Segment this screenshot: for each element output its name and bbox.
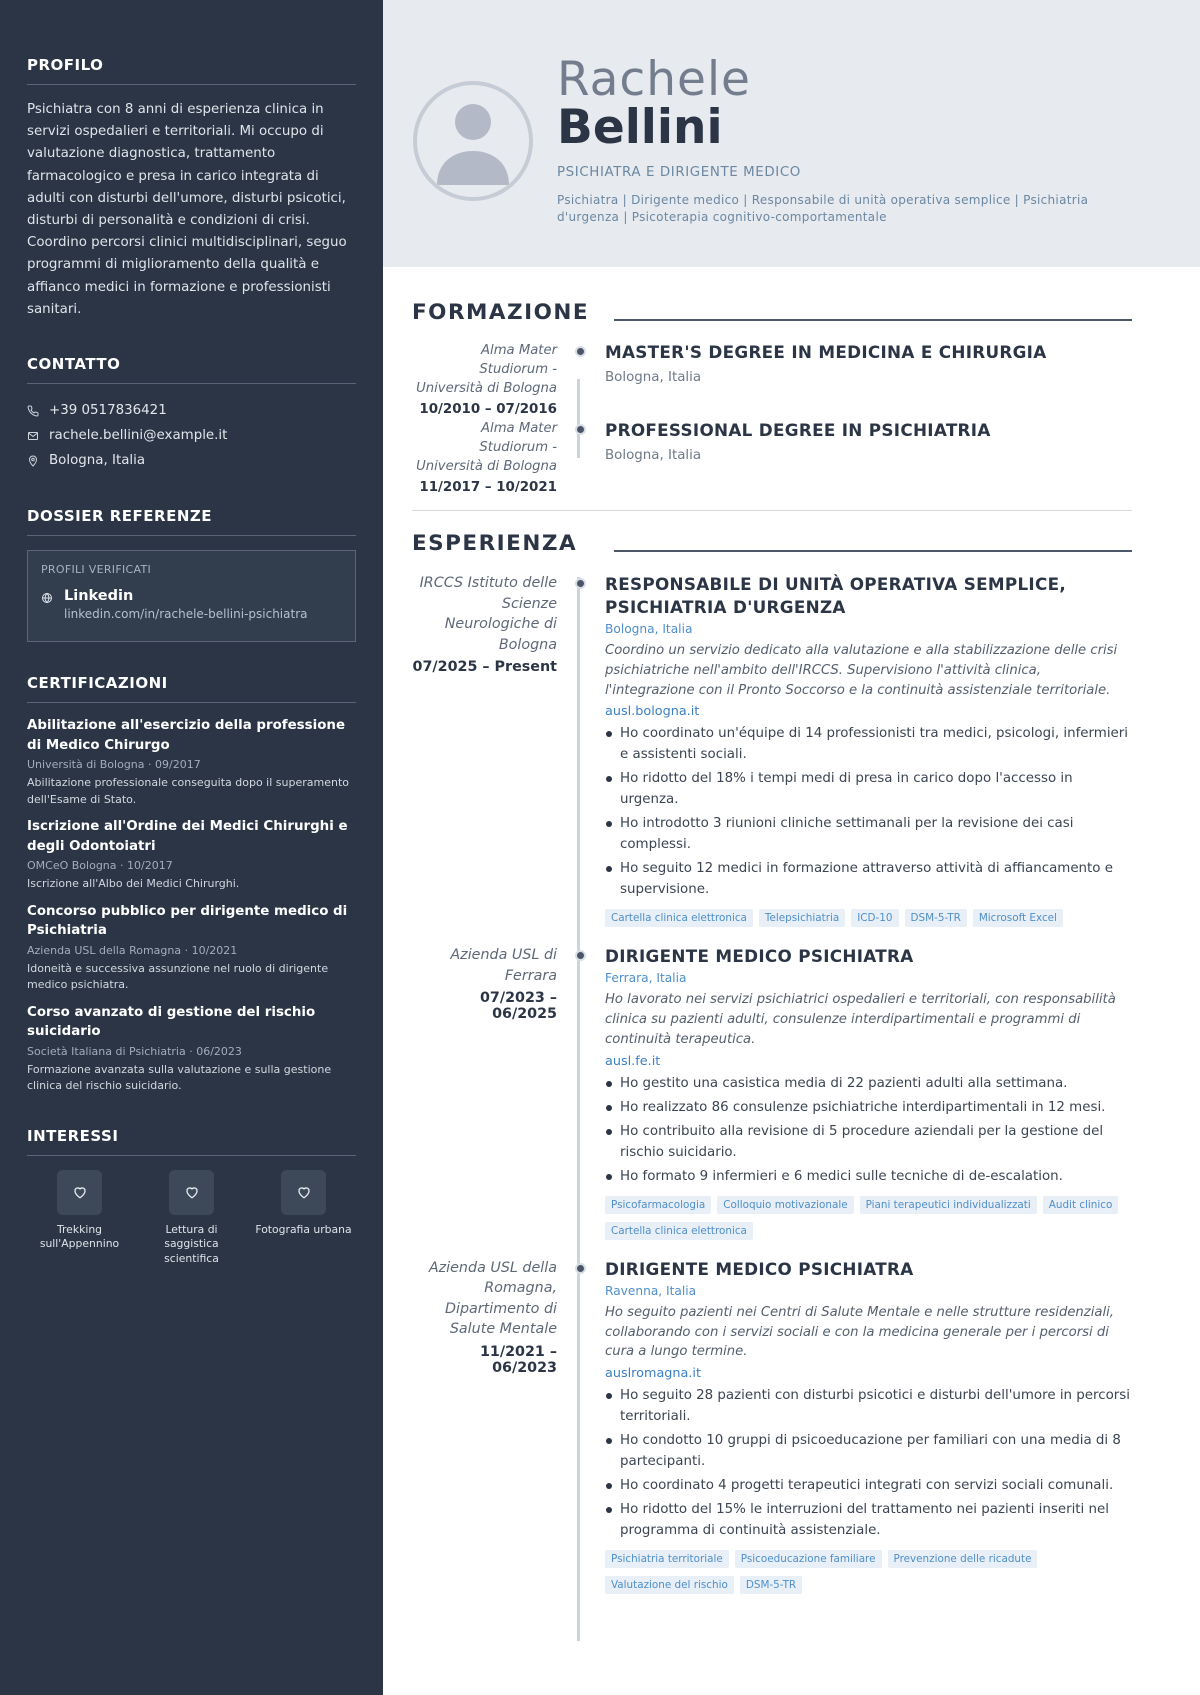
education-title: FORMAZIONE	[412, 300, 601, 325]
education-rule	[614, 319, 1132, 321]
education-section	[412, 296, 1132, 511]
experience-link[interactable]: auslromagna.it	[605, 1366, 702, 1382]
certification-meta: OMCeO Bologna · 10/2017	[27, 859, 173, 873]
skill-tag: Psicoeducazione familiare	[735, 1550, 882, 1568]
achievement-item: Ho realizzato 86 consulenze psichiatriche interdipartimentali in 12 mesi.	[605, 1097, 1132, 1118]
experience-achievements	[605, 1073, 1132, 1187]
skill-tag: Colloquio motivazionale	[717, 1196, 853, 1214]
education-degree: MASTER'S DEGREE IN MEDICINA E CHIRURGIA	[605, 342, 1047, 362]
contact-phone[interactable]	[27, 398, 356, 423]
education-location: Bologna, Italia	[605, 448, 702, 463]
certification-item	[27, 716, 356, 808]
certification-desc: Abilitazione professionale conseguita dopo il superamento dell'Esame di Stato.	[27, 776, 349, 806]
experience-dates: 07/2025 – Present	[412, 659, 557, 675]
certification-name: Iscrizione all'Ordine dei Medici Chirurghi e degli Odontoiatri	[27, 819, 348, 854]
skill-tags	[605, 1196, 1132, 1248]
references-box	[27, 550, 356, 642]
achievement-item: Ho formato 9 infermieri e 6 medici sulle tecniche di de-escalation.	[605, 1166, 1132, 1187]
experience-role: RESPONSABILE DI UNITÀ OPERATIVA SEMPLICE, PSICHIATRIA D'URGENZA	[605, 574, 1067, 617]
contact-phone-text: +39 0517836421	[49, 403, 167, 419]
certification-item	[27, 902, 356, 994]
skill-tags	[605, 909, 1132, 935]
skill-tag: Prevenzione delle ricadute	[888, 1550, 1038, 1568]
experience-employer: Azienda USL di Ferrara	[450, 947, 557, 984]
keywords: Psichiatra | Dirigente medico | Responsabile di unità operativa semplice | Psichiatria d'urgenza | Psicoterapia cognitivo-comportamentale	[557, 193, 1089, 224]
timeline-dot	[575, 346, 586, 357]
skill-tag: ICD-10	[851, 909, 898, 927]
linkedin-reference[interactable]	[41, 588, 342, 621]
skill-tag: Psichiatria territoriale	[605, 1550, 729, 1568]
experience-employer: Azienda USL della Romagna, Dipartimento di Salute Mentale	[428, 1259, 557, 1338]
sidebar	[0, 0, 383, 1695]
education-location: Bologna, Italia	[605, 370, 702, 385]
heart-icon	[57, 1170, 102, 1215]
education-dates: 10/2010 – 07/2016	[419, 402, 557, 417]
certification-meta: Società Italiana di Psichiatria · 06/2023	[27, 1044, 242, 1058]
timeline-dot	[575, 950, 586, 961]
contact-location	[27, 448, 356, 473]
skill-tag: Piani terapeutici individualizzati	[860, 1196, 1037, 1214]
education-divider	[412, 510, 1132, 511]
references-caption: PROFILI VERIFICATI	[41, 563, 152, 577]
achievement-item: Ho seguito 12 medici in formazione attraverso attività di affiancamento e supervisione.	[605, 858, 1132, 900]
interest-label: Trekking sull'Appennino	[39, 1222, 120, 1251]
experience-achievements	[605, 1385, 1132, 1541]
heart-icon	[281, 1170, 326, 1215]
experience-header	[412, 529, 1132, 569]
timeline-dot	[575, 424, 586, 435]
achievement-item: Ho contribuito alla revisione di 5 procedure aziendali per la gestione del rischio suicidario.	[605, 1121, 1132, 1163]
experience-entry	[412, 945, 1132, 1247]
achievement-item: Ho condotto 10 gruppi di psicoeducazione per familiari con una media di 8 partecipanti.	[605, 1430, 1132, 1472]
certification-desc: Idoneità e successiva assunzione nel ruolo di dirigente medico psichiatra.	[27, 961, 329, 992]
experience-link[interactable]: ausl.bologna.it	[605, 704, 700, 720]
contact-section	[27, 355, 356, 473]
experience-rule	[614, 550, 1132, 552]
main-content	[412, 267, 1132, 1602]
references-title: DOSSIER REFERENZE	[27, 507, 356, 536]
experience-description: Coordino un servizio dedicato alla valutazione e alla stabilizzazione delle crisi psichiatriche nell'ambito dell'IRCCS. Supervisiono l'attività clinica, l'integrazione con il Pronto Soccorso e la continuità assistenziale territoriale.	[605, 643, 1118, 698]
experience-title: ESPERIENZA	[412, 531, 589, 556]
interest-item	[27, 1170, 132, 1267]
contact-email[interactable]	[27, 423, 356, 448]
certification-meta: Università di Bologna · 09/2017	[27, 758, 201, 772]
experience-location: Ferrara, Italia	[605, 971, 687, 986]
certification-name: Abilitazione all'esercizio della professione di Medico Chirurgo	[27, 718, 346, 753]
achievement-item: Ho coordinato un'équipe di 14 professionisti tra medici, psicologi, infermieri e assistenti sociali.	[605, 723, 1132, 765]
certification-name: Corso avanzato di gestione del rischio suicidario	[27, 1004, 316, 1040]
interest-item	[251, 1170, 356, 1267]
timeline-dot	[575, 578, 586, 589]
certification-item	[27, 817, 356, 893]
skill-tag: Microsoft Excel	[973, 909, 1063, 927]
achievement-item: Ho seguito 28 pazienti con disturbi psicotici e disturbi dell'umore in percorsi territoriali.	[605, 1385, 1132, 1427]
reference-name: Linkedin	[64, 588, 134, 605]
education-degree: PROFESSIONAL DEGREE IN PSICHIATRIA	[605, 420, 991, 440]
skill-tag: Cartella clinica elettronica	[605, 909, 753, 927]
experience-entry	[412, 573, 1132, 935]
experience-role: DIRIGENTE MEDICO PSICHIATRA	[605, 1258, 914, 1279]
certification-desc: Iscrizione all'Albo dei Medici Chirurghi.	[27, 877, 240, 891]
experience-achievements	[605, 723, 1132, 900]
profile-section	[27, 56, 356, 321]
experience-dates: 11/2021 – 06/2023	[479, 1343, 557, 1376]
references-section	[27, 507, 356, 642]
achievement-item: Ho ridotto del 18% i tempi medi di presa in carico dopo l'accesso in urgenza.	[605, 768, 1132, 810]
experience-section	[412, 529, 1132, 1602]
profile-title: PROFILO	[27, 56, 356, 85]
contact-title: CONTATTO	[27, 355, 356, 384]
interest-label: Fotografia urbana	[255, 1222, 352, 1236]
education-dates: 11/2017 – 10/2021	[419, 480, 557, 495]
skill-tag: Cartella clinica elettronica	[605, 1222, 753, 1240]
experience-description: Ho lavorato nei servizi psichiatrici ospedalieri e territoriali, con responsabilità clinica su pazienti adulti, consulenze interdipartimentali e programmi di continuità terapeutica.	[605, 992, 1116, 1047]
education-institution: Alma Mater Studiorum - Università di Bologna	[416, 343, 557, 396]
achievement-item: Ho introdotto 3 riunioni cliniche settimanali per la revisione dei casi complessi.	[605, 813, 1132, 855]
skill-tag: DSM-5-TR	[740, 1576, 802, 1594]
education-entry	[412, 419, 1132, 495]
contact-email-text: rachele.bellini@example.it	[49, 428, 228, 444]
skill-tags	[605, 1550, 1132, 1602]
achievement-item: Ho gestito una casistica media di 22 pazienti adulti alla settimana.	[605, 1073, 1132, 1094]
experience-link[interactable]: ausl.fe.it	[605, 1053, 661, 1069]
interest-item	[139, 1170, 244, 1267]
first-name: Rachele	[557, 52, 751, 107]
mail-icon	[27, 430, 39, 442]
last-name: Bellini	[557, 100, 723, 155]
certifications-title: CERTIFICAZIONI	[27, 674, 356, 703]
avatar	[413, 81, 533, 201]
achievement-item: Ho coordinato 4 progetti terapeutici integrati con servizi sociali comunali.	[605, 1475, 1132, 1496]
skill-tag: DSM-5-TR	[905, 909, 967, 927]
certification-name: Concorso pubblico per dirigente medico di Psichiatria	[27, 903, 348, 939]
certification-meta: Azienda USL della Romagna · 10/2021	[27, 943, 238, 957]
interest-label: Lettura di saggistica scientifica	[164, 1222, 219, 1265]
profile-text: Psichiatra con 8 anni di esperienza clinica in servizi ospedalieri e territoriali. Mi occupo di valutazione diagnostica, trattamento farmacologico e presa in carico integrata di adulti con disturbi dell'umore, disturbi psicotici, disturbi di personalità e condizioni di crisi. Coordino percorsi clinici multidisciplinari, seguo programmi di miglioramento della qualità e affianco medici in formazione e professionisti sanitari.	[27, 102, 347, 317]
avatar-placeholder-icon	[417, 85, 529, 197]
certification-item	[27, 1003, 356, 1095]
experience-location: Ravenna, Italia	[605, 1283, 697, 1298]
achievement-item: Ho ridotto del 15% le interruzioni del trattamento nei pazienti inseriti nel programma di continuità assistenziale.	[605, 1499, 1132, 1541]
skill-tag: Valutazione del rischio	[605, 1576, 734, 1594]
globe-icon	[41, 592, 53, 604]
location-pin-icon	[27, 455, 39, 467]
phone-icon	[27, 405, 39, 417]
skill-tag: Audit clinico	[1043, 1196, 1119, 1214]
interests-list	[27, 1170, 356, 1267]
timeline-dot	[575, 1263, 586, 1274]
skill-tag: Telepsichiatria	[759, 909, 845, 927]
experience-employer: IRCCS Istituto delle Scienze Neurologiche di Bologna	[419, 575, 557, 653]
certification-desc: Formazione avanzata sulla valutazione e sulla gestione clinica del rischio suicidario.	[27, 1062, 332, 1093]
header	[383, 0, 1200, 267]
interests-section	[27, 1127, 356, 1267]
experience-entry	[412, 1258, 1132, 1602]
contact-location-text: Bologna, Italia	[49, 453, 146, 469]
heart-icon	[169, 1170, 214, 1215]
education-header	[412, 296, 1132, 336]
experience-dates: 07/2023 – 06/2025	[479, 990, 557, 1023]
experience-description: Ho seguito pazienti nei Centri di Salute Mentale e nelle strutture residenziali, collaborando con i servizi sociali e con la medicina generale per i percorsi di cura a lungo termine.	[605, 1304, 1114, 1360]
certifications-section	[27, 674, 356, 1095]
education-institution: Alma Mater Studiorum - Università di Bologna	[416, 421, 557, 474]
reference-url[interactable]: linkedin.com/in/rachele-bellini-psichiatra	[64, 607, 308, 622]
skill-tag: Psicofarmacologia	[605, 1196, 711, 1214]
interests-title: INTERESSI	[27, 1127, 356, 1156]
experience-location: Bologna, Italia	[605, 622, 693, 636]
education-entry	[412, 341, 1132, 417]
experience-role: DIRIGENTE MEDICO PSICHIATRA	[605, 946, 914, 967]
job-title: PSICHIATRA E DIRIGENTE MEDICO	[557, 165, 801, 180]
